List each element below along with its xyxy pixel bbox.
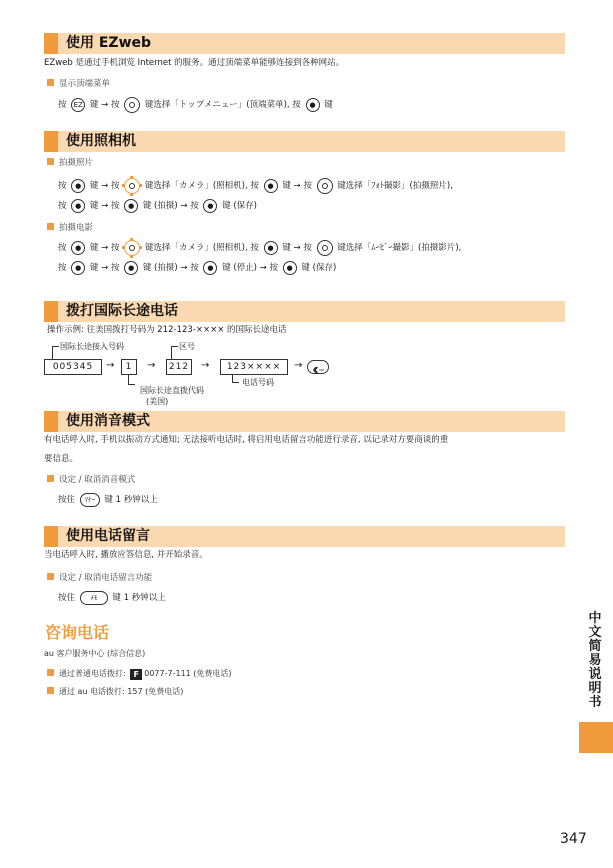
au-service-center: au 客户服务中心 (综合信息) — [44, 649, 146, 658]
section-header-voicemail — [44, 526, 565, 547]
instruction-silent — [58, 493, 158, 508]
section-header-camera — [44, 131, 565, 152]
subheading-take-photo — [47, 157, 93, 169]
section-marker — [44, 33, 58, 54]
center-key-icon: ● — [71, 241, 85, 255]
text: 键 (拍摄) → 按 — [142, 263, 199, 273]
text: 键 → 按 — [282, 181, 312, 191]
text: 键 → 按 — [89, 201, 120, 211]
section-title: 拨打国际长途电话 — [66, 303, 178, 319]
number-box-phone: 123×××× — [220, 359, 288, 375]
silent-key-icon: ﾏﾅｰ — [80, 493, 100, 507]
text: 按 — [58, 263, 67, 273]
text: 按住 — [58, 593, 76, 603]
bullet-square — [47, 687, 54, 694]
section-marker — [44, 301, 58, 322]
sidebar-label: 中文简易说明书 — [588, 611, 602, 710]
text: 通过普通电话拨打: — [59, 669, 126, 678]
call-key-icon — [307, 360, 329, 374]
text: 键 — [324, 100, 333, 110]
label-country-name: (美国) — [146, 397, 169, 406]
center-key-icon: ● — [264, 241, 278, 255]
subheading-silent-toggle — [47, 474, 135, 486]
subheading-label: 拍摄电影 — [59, 223, 94, 233]
text: 键 → 按 — [89, 100, 120, 110]
section-marker — [44, 131, 58, 152]
section-header-silent-mode — [44, 411, 565, 432]
text: 键选择「カメラ」(照相机), 按 — [144, 181, 259, 191]
bullet-square — [47, 158, 54, 165]
arrow: → — [147, 360, 156, 371]
center-key-icon: ● — [203, 261, 217, 275]
text: 键 1 秒钟以上 — [112, 593, 166, 603]
subheading-label: 设定 / 取消消音模式 — [59, 475, 136, 485]
navigation-key-highlighted-icon — [124, 240, 140, 256]
text: 键 → 按 — [89, 263, 120, 273]
text: 键选择「ﾑｰﾋﾞｰ撮影」(拍摄影片), — [337, 243, 462, 253]
bracket-line — [52, 346, 59, 359]
bracket-line — [232, 374, 239, 383]
section-title: 使用电话留言 — [66, 528, 150, 544]
label-access-code: 国际长途接入号码 — [60, 342, 124, 351]
text: 键 1 秒钟以上 — [104, 495, 158, 505]
text: 按 — [58, 243, 67, 253]
bullet-square — [47, 79, 54, 86]
section-marker — [44, 526, 58, 547]
label-country-code: 国际长途直拨代码 — [140, 386, 204, 395]
label-phone-number: 电话号码 — [242, 378, 274, 387]
silent-description-line2: 要信息。 — [44, 454, 79, 464]
number-box-country: 1 — [121, 359, 137, 375]
contact-au-phone — [47, 686, 183, 698]
text: 0077-7-111 (免费电话) — [144, 669, 232, 678]
subheading-label: 设定 / 取消电话留言功能 — [59, 573, 153, 583]
text: 键选择「カメラ」(照相机), 按 — [144, 243, 259, 253]
center-key-icon: ● — [306, 98, 320, 112]
text: 键 (拍摄) → 按 — [142, 201, 199, 211]
text: 按住 — [58, 495, 76, 505]
arrow: → — [201, 360, 210, 371]
section-header-international-call — [44, 301, 565, 322]
page-number: 347 — [560, 831, 587, 847]
text: 键 (保存) — [301, 263, 337, 273]
text: 键 (保存) — [222, 201, 257, 211]
section-header-ezweb — [44, 33, 565, 54]
instruction-top-menu — [58, 97, 333, 113]
text: 键选择「トップメニュー」(顶端菜单), 按 — [144, 100, 301, 110]
instruction-photo-1 — [58, 178, 453, 194]
arrow: → — [106, 360, 115, 371]
section-marker — [44, 411, 58, 432]
text: 键 (停止) → 按 — [222, 263, 279, 273]
contact-normal-phone — [47, 668, 232, 680]
ezweb-description: EZweb 是通过手机浏览 Internet 的服务。通过顶端菜单能够连接到各种网站。 — [44, 58, 345, 68]
instruction-movie-1 — [58, 240, 461, 256]
voicemail-description: 当电话呼入时, 播放应答信息, 并开始录音。 — [44, 550, 208, 560]
text: 按 — [58, 100, 67, 110]
number-box-access: 005345 — [44, 359, 102, 375]
consult-heading: 咨询电话 — [45, 623, 110, 642]
freedial-icon: F — [130, 669, 142, 680]
navigation-key-icon — [317, 178, 333, 194]
navigation-key-highlighted-icon — [124, 178, 140, 194]
bracket-line — [171, 346, 178, 359]
navigation-key-icon — [124, 97, 140, 113]
subheading-label: 显示顶端菜单 — [59, 79, 111, 89]
text: 通过 au 电话拨打: 157 (免费电话) — [59, 687, 184, 696]
text: 键 → 按 — [282, 243, 312, 253]
ez-key-icon: EZ — [71, 98, 85, 112]
instruction-voicemail — [58, 591, 166, 606]
label-area-code: 区号 — [179, 342, 195, 351]
subheading-record-movie — [47, 222, 93, 234]
subheading-voicemail-toggle — [47, 572, 152, 584]
bullet-square — [47, 223, 54, 230]
arrow: → — [294, 360, 303, 371]
bullet-square — [47, 475, 54, 482]
section-title: 使用消音模式 — [66, 413, 150, 429]
bracket-line — [128, 374, 135, 385]
center-key-icon: ● — [124, 199, 138, 213]
text: 键 → 按 — [89, 243, 120, 253]
bullet-square — [47, 573, 54, 580]
subheading-label: 拍摄照片 — [59, 158, 94, 168]
text: 按 — [58, 181, 67, 191]
center-key-icon: ● — [71, 261, 85, 275]
navigation-key-icon — [317, 240, 333, 256]
instruction-photo-2 — [58, 199, 257, 214]
center-key-icon: ● — [283, 261, 297, 275]
section-title: 使用 EZweb — [66, 35, 152, 51]
memo-key-icon: ﾒﾓ — [80, 591, 108, 605]
silent-description-line1: 有电话呼入时, 手机以振动方式通知; 无法接听电话时, 将启用电话留言功能进行录音, 以记录对方要商谈的重 — [44, 435, 449, 445]
bullet-square — [47, 669, 54, 676]
text: 按 — [58, 201, 67, 211]
center-key-icon: ● — [71, 179, 85, 193]
sidebar-color-tab — [579, 722, 613, 753]
center-key-icon: ● — [203, 199, 217, 213]
center-key-icon: ● — [264, 179, 278, 193]
text: 键 → 按 — [89, 181, 120, 191]
instruction-movie-2 — [58, 261, 336, 276]
center-key-icon: ● — [124, 261, 138, 275]
example-text: 操作示例: 往美国拨打号码为 212-123-×××× 的国际长途电话 — [47, 325, 287, 335]
text: 键选择「ﾌｫﾄ撮影」(拍摄照片), — [337, 181, 453, 191]
section-title: 使用照相机 — [66, 133, 136, 149]
number-box-area: 212 — [166, 359, 192, 375]
center-key-icon: ● — [71, 199, 85, 213]
subheading-top-menu — [47, 78, 110, 90]
